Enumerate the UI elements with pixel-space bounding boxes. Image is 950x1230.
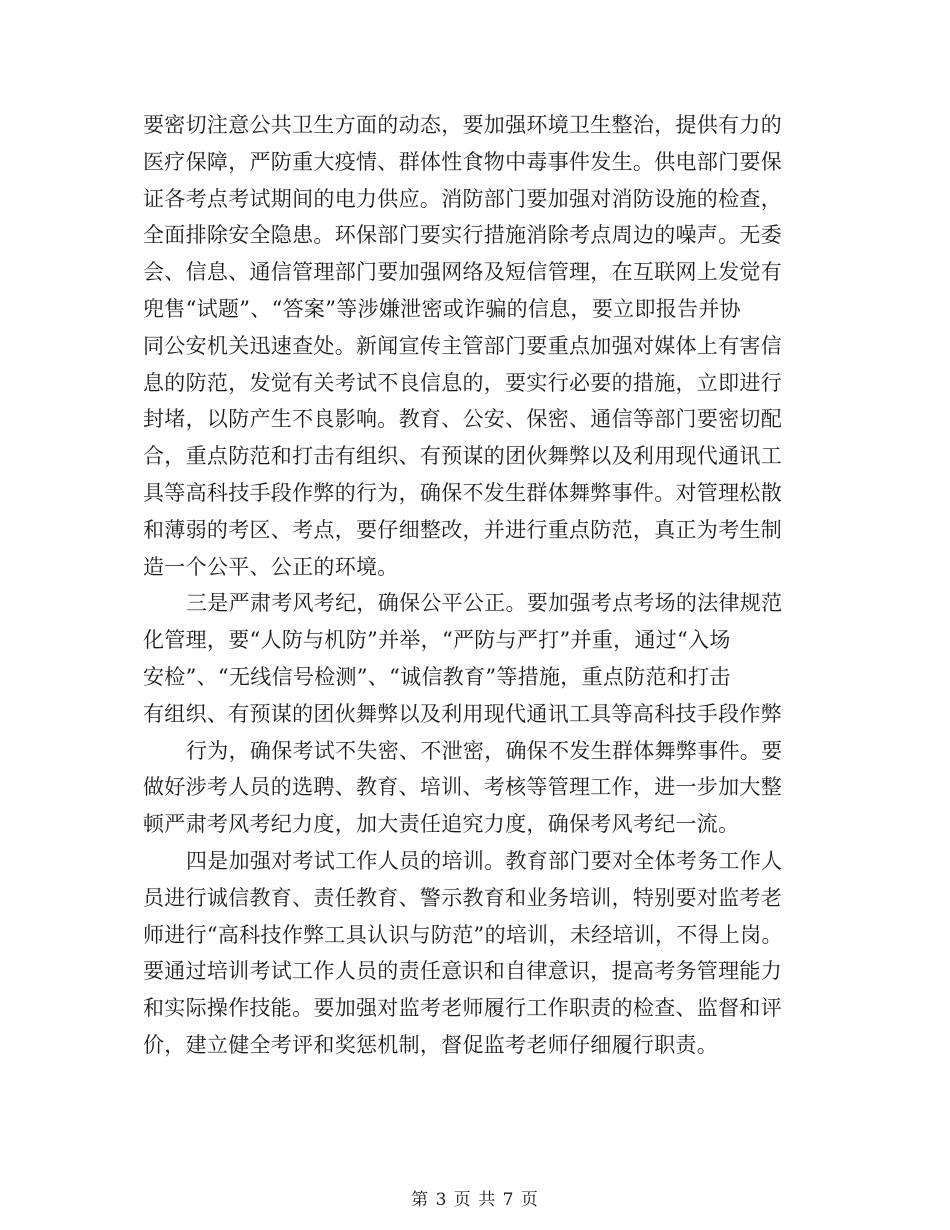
text-line: 做好涉考人员的选聘、教育、培训、考核等管理工作，进一步加大整 (143, 775, 782, 800)
text-line: 化管理，要“人防与机防”并举，“严防与严打”并重，通过“入场 (143, 628, 731, 653)
text-line: 要密切注意公共卫生方面的动态，要加强环境卫生整治，提供有力的 (143, 113, 782, 137)
text-line: 师进行“高科技作弊工具认识与防范”的培训，未经培训，不得上岗。 (143, 922, 783, 947)
text-line: 兜售“试题”、“答案”等涉嫌泄密或诈骗的信息，要立即报告并协 (143, 296, 741, 321)
text-line: 三是严肃考风考纪，确保公平公正。要加强考点考场的法律规范 (186, 591, 783, 616)
text-line: 息的防范，发觉有关考试不良信息的，要实行必要的措施，立即进行 (143, 370, 782, 395)
text-line: 安检”、“无线信号检测”、“诚信教育”等措施，重点防范和打击 (143, 664, 731, 689)
text-line: 医疗保障，严防重大疫情、群体性食物中毒事件发生。供电部门要保 (143, 149, 782, 174)
text-line: 要通过培训考试工作人员的责任意识和自律意识，提高考务管理能力 (143, 959, 782, 984)
text-line: 四是加强对考试工作人员的培训。教育部门要对全体考务工作人 (186, 848, 783, 873)
text-line: 全面排除安全隐患。环保部门要实行措施消除考点周边的噪声。无委 (143, 223, 782, 248)
text-line: 和实际操作技能。要加强对监考老师履行工作职责的检查、监督和评 (143, 996, 782, 1021)
text-line: 和薄弱的考区、考点，要仔细整改，并进行重点防范，真正为考生制 (143, 517, 782, 542)
text-line: 合，重点防范和打击有组织、有预谋的团伙舞弊以及利用现代通讯工 (143, 444, 782, 469)
document-body (143, 107, 807, 1064)
text-line: 同公安机关迅速查处。新闻宣传主管部门要重点加强对媒体上有害信 (143, 333, 782, 358)
text-line: 会、信息、通信管理部门要加强网络及短信管理，在互联网上发觉有 (143, 260, 782, 285)
text-line: 证各考点考试期间的电力供应。消防部门要加强对消防设施的检查， (143, 186, 782, 211)
text-line: 造一个公平、公正的环境。 (143, 554, 399, 579)
text-line: 具等高科技手段作弊的行为，确保不发生群体舞弊事件。对管理松散 (143, 480, 782, 505)
text-line: 行为，确保考试不失密、不泄密，确保不发生群体舞弊事件。要 (186, 738, 783, 763)
text-line: 有组织、有预谋的团伙舞弊以及利用现代通讯工具等高科技手段作弊 (143, 701, 782, 726)
text-line: 顿严肃考风考纪力度，加大责任追究力度，确保考风考纪一流。 (143, 812, 740, 837)
text-line: 员进行诚信教育、责任教育、警示教育和业务培训，特别要对监考老 (143, 885, 782, 910)
text-line: 价，建立健全考评和奖惩机制，督促监考老师仔细履行职责。 (143, 1032, 719, 1057)
text-line: 封堵，以防产生不良影响。教育、公安、保密、通信等部门要密切配 (143, 407, 782, 432)
page-number-footer: 第 3 页 共 7 页 (411, 1190, 539, 1210)
